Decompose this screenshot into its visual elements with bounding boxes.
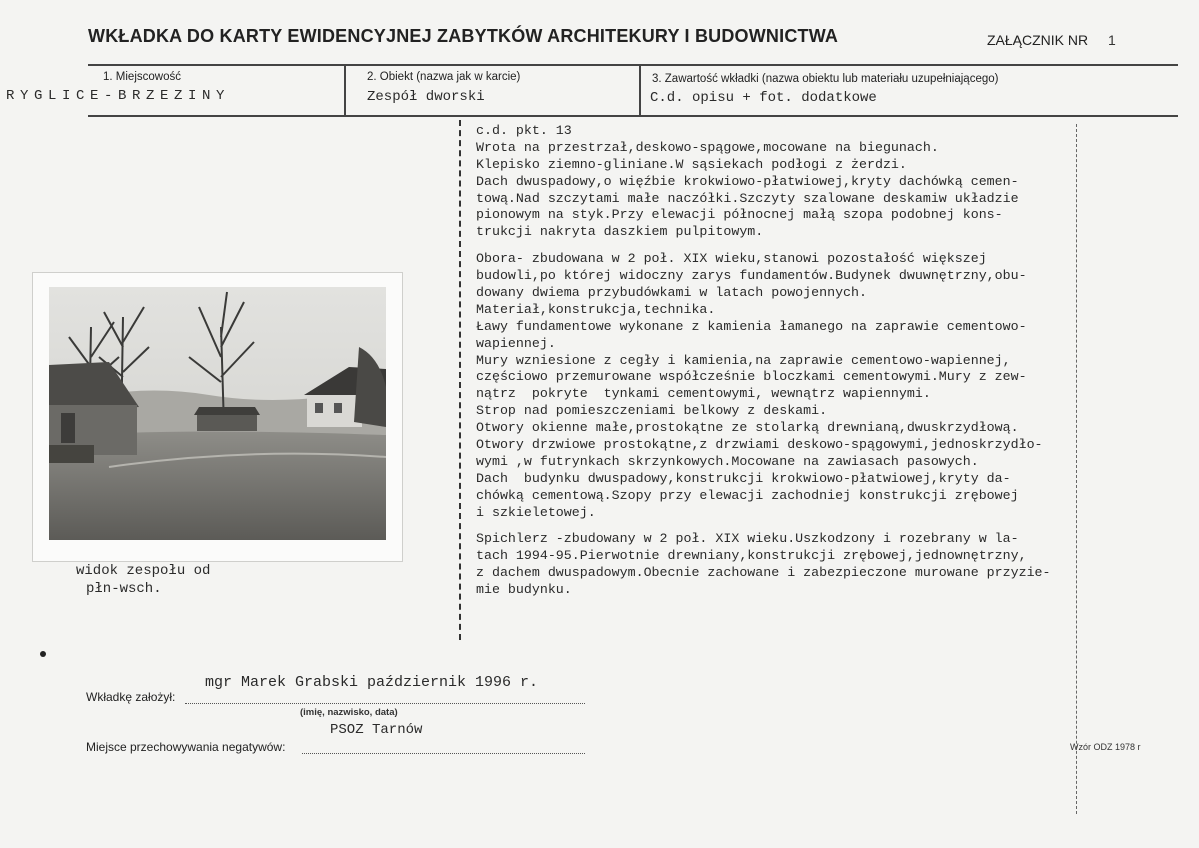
- description-line: z dachem dwuspadowym.Obecnie zachowane i zabezpieczone murowane przyzie-: [476, 565, 1051, 581]
- description-line: częściowo przemurowane współcześnie bloczkami cementowymi.Mury z zew-: [476, 369, 1027, 385]
- description-line: wapiennej.: [476, 335, 556, 351]
- photo-caption-2: płn-wsch.: [86, 581, 162, 597]
- description-line: budowli,po której widoczny zarys fundamentów.Budynek dwuwnętrzny,obu-: [476, 268, 1027, 284]
- description-line: i szkieletowej.: [476, 504, 596, 520]
- description-line: trukcji nakryta daszkiem pulpitowym.: [476, 224, 764, 240]
- description-line: Ławy fundamentowe wykonane z kamienia łamanego na zaprawie cementowo-: [476, 318, 1027, 334]
- object-label: 2. Obiekt (nazwa jak w karcie): [367, 71, 521, 83]
- description-line: Materiał,konstrukcja,technika.: [476, 301, 716, 317]
- description-line: Strop nad pomieszczeniami belkowy z deskami.: [476, 403, 828, 419]
- author-hint: (imię, nazwisko, data): [300, 707, 398, 718]
- locality-label: 1. Miejscowość: [103, 71, 181, 83]
- photo-caption-1: widok zespołu od: [76, 563, 211, 579]
- contents-value: C.d. opisu + fot. dodatkowe: [650, 90, 877, 106]
- description-line: Otwory drzwiowe prostokątne,z drzwiami deskowo-spągowymi,jednoskrzydło-: [476, 437, 1043, 453]
- description-line: pionowym na styk.Przy elewacji północnej małą szopa podobnej kons-: [476, 207, 1003, 223]
- storage-value: PSOZ Tarnów: [330, 722, 423, 738]
- description-text: [476, 123, 1051, 599]
- annex-number: 1: [1108, 32, 1116, 48]
- field-divider-2: [639, 64, 641, 116]
- locality-value: RYGLICE-BRZEZINY: [6, 88, 231, 104]
- author-line: [185, 703, 585, 704]
- description-line: tach 1994-95.Pierwotnie drewniany,konstrukcji zrębowej,jednownętrzny,: [476, 548, 1027, 564]
- contents-label: 3. Zawartość wkładki (nazwa obiektu lub materiału uzupełniającego): [652, 73, 999, 85]
- description-line: nątrz pokryte tynkami cementowymi, wewnątrz wapiennymi.: [476, 386, 931, 402]
- description-line: [476, 521, 1051, 531]
- description-line: [476, 241, 1051, 251]
- description-line: Klepisko ziemno-gliniane.W sąsiekach podłogi z żerdzi.: [476, 156, 907, 172]
- field-divider-1: [344, 64, 346, 116]
- description-line: Spichlerz -zbudowany w 2 poł. XIX wieku.Uszkodzony i rozebrany w la-: [476, 531, 1019, 547]
- description-line: Wrota na przestrzał,deskowo-spągowe,mocowane na biegunach.: [476, 139, 939, 155]
- punch-mark: [40, 651, 46, 657]
- description-line: wymi ,w futrynkach skrzynkowych.Mocowane na zawiasach pasowych.: [476, 453, 979, 469]
- header-top-rule: [88, 64, 1178, 66]
- description-line: Dach budynku dwuspadowy,konstrukcji krokwiowo-płatwiowej,kryty da-: [476, 470, 1011, 486]
- margin-guide-left: [459, 120, 461, 640]
- annex-label: ZAŁĄCZNIK NR: [987, 32, 1089, 48]
- description-line: Dach dwuspadowy,o więźbie krokwiowo-płatwiowej,kryty dachówką cemen-: [476, 173, 1019, 189]
- description-line: dowany dwiema przybudówkami w latach powojennych.: [476, 285, 867, 301]
- storage-label: Miejsce przechowywania negatywów:: [86, 740, 286, 754]
- margin-guide-right: [1076, 124, 1077, 814]
- storage-line: [302, 753, 585, 754]
- description-line: Obora- zbudowana w 2 poł. XIX wieku,stanowi pozostałość większej: [476, 251, 987, 267]
- object-value: Zespół dworski: [367, 89, 485, 105]
- header-bottom-rule: [88, 115, 1178, 117]
- photo-image: [49, 287, 386, 540]
- description-line: chówką cementową.Szopy przy elewacji zachodniej konstrukcji zrębowej: [476, 487, 1019, 503]
- description-line: c.d. pkt. 13: [476, 123, 572, 138]
- description-line: mie budynku.: [476, 582, 572, 598]
- description-line: Otwory okienne małe,prostokątne ze stolarką drewnianą,dwuskrzydłową.: [476, 420, 1019, 436]
- author-label: Wkładkę założył:: [86, 690, 176, 704]
- farmstead-photo: [49, 287, 386, 540]
- form-code: Wzór ODZ 1978 r: [1070, 742, 1141, 752]
- description-line: tową.Nad szczytami małe naczółki.Szczyty szalowane deskamiw układzie: [476, 190, 1019, 206]
- author-value: mgr Marek Grabski październik 1996 r.: [205, 674, 539, 691]
- form-title: WKŁADKA DO KARTY EWIDENCYJNEJ ZABYTKÓW ARCHITEKURY I BUDOWNICTWA: [88, 26, 839, 46]
- description-line: Mury wzniesione z cegły i kamienia,na zaprawie cementowo-wapiennej,: [476, 352, 1011, 368]
